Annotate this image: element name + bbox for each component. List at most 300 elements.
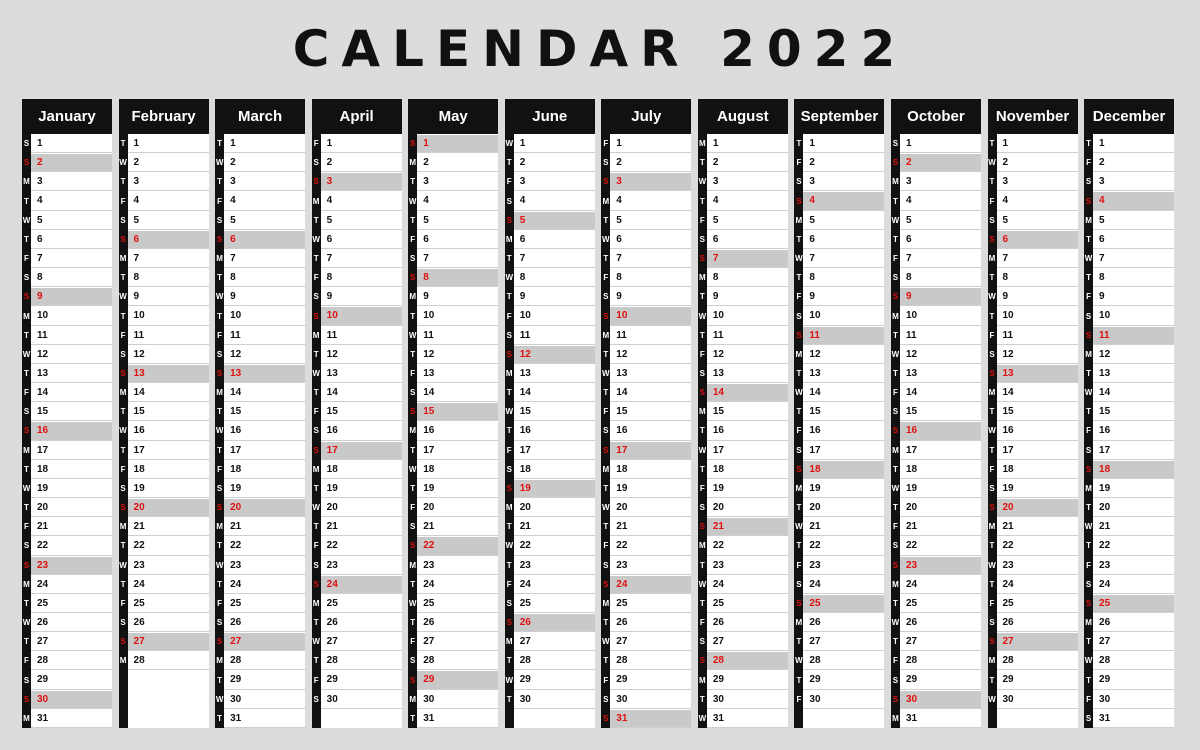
weekday-letter: M [698,268,707,287]
day-number: 11 [616,329,627,341]
day-number: 6 [230,233,236,245]
sunday-highlight [803,192,884,209]
day-number: 9 [230,291,236,303]
weekday-letter: T [794,670,803,689]
weekday-letter: M [312,594,321,613]
day-number: 20 [712,502,724,514]
weekday-letter: W [408,326,417,345]
day-number: 24 [905,578,918,590]
day-row [601,268,691,287]
day-number: 16 [37,425,49,437]
sunday-highlight [900,288,981,305]
day-number: 5 [905,214,912,226]
day-number: 26 [423,617,435,628]
day-number: 11 [423,329,434,341]
weekday-letter: F [22,383,31,402]
weekday-letter: S [988,230,997,249]
day-number: 5 [616,214,622,226]
day-row [794,613,884,632]
weekday-letter: S [119,498,128,517]
day-row [1084,306,1174,325]
day-row [215,345,305,364]
day-row [215,191,305,210]
day-row [312,345,402,364]
month-header: November [988,99,1078,134]
weekday-letter: M [505,230,514,249]
day-row [891,364,981,383]
day-row [1084,383,1174,402]
day-number: 18 [1002,463,1014,475]
weekday-letter: M [119,517,128,536]
day-row [408,172,498,191]
day-number: 14 [1002,387,1014,399]
day-number: 13 [230,367,242,379]
day-row [698,575,788,594]
weekday-letter: T [891,498,900,517]
day-row [891,690,981,709]
day-number: 25 [519,597,531,609]
weekday-letter: M [794,479,803,498]
day-number: 11 [37,329,48,341]
day-row [891,441,981,460]
day-row [1084,268,1174,287]
day-number: 8 [616,272,622,284]
day-number: 31 [423,712,435,724]
weekday-letter: T [988,670,997,689]
day-row [698,345,788,364]
day-number: 15 [37,406,49,418]
weekday-letter: M [794,345,803,364]
weekday-letter: T [505,651,514,670]
day-number: 3 [1002,176,1009,188]
day-row [601,594,691,613]
day-row [215,364,305,383]
day-number: 21 [712,521,724,533]
month-header: October [891,99,981,134]
day-number: 25 [1002,597,1014,609]
month-column-march [215,99,305,728]
day-number: 21 [905,521,918,533]
weekday-letter: S [988,632,997,651]
day-number: 19 [616,482,628,494]
day-number: 8 [37,272,43,284]
day-number: 1 [616,138,622,149]
weekday-letter: S [601,441,610,460]
day-row [988,498,1078,517]
weekday-letter: T [408,479,417,498]
day-row [22,326,112,345]
weekday-letter: T [698,153,707,172]
weekday-letter: F [408,632,417,651]
weekday-letter: T [794,402,803,421]
day-row [408,556,498,575]
day-row [408,364,498,383]
day-number: 1 [905,138,912,149]
weekday-letter: T [215,306,224,325]
day-row [794,134,884,153]
day-row [22,364,112,383]
day-number: 16 [809,425,821,437]
weekday-letter: S [22,402,31,421]
weekday-letter: W [601,498,610,517]
day-number: 3 [230,176,236,188]
day-row [505,556,595,575]
day-row [408,211,498,230]
weekday-letter: S [215,364,224,383]
day-row [408,575,498,594]
weekday-letter: S [1084,172,1093,191]
weekday-letter: S [22,670,31,689]
day-row [988,191,1078,210]
day-row [891,536,981,555]
weekday-letter: T [988,536,997,555]
day-row [988,575,1078,594]
weekday-letter: T [505,690,514,709]
sunday-highlight [610,173,691,190]
weekday-letter: M [1084,613,1093,632]
weekday-letter: F [891,249,900,268]
day-row [22,211,112,230]
weekday-letter: S [22,690,31,709]
day-number: 1 [230,138,236,149]
day-row [891,172,981,191]
day-row [505,575,595,594]
day-row [601,421,691,440]
day-number: 24 [37,578,49,590]
weekday-letter: T [794,536,803,555]
weekday-letter: T [1084,402,1093,421]
day-row [698,517,788,536]
day-row [408,345,498,364]
day-row [601,191,691,210]
weekday-letter: M [891,306,900,325]
day-number: 8 [423,272,429,284]
weekday-letter: M [312,460,321,479]
day-row [794,441,884,460]
weekday-letter: F [1084,287,1093,306]
day-row [312,651,402,670]
weekday-letter: F [601,402,610,421]
weekday-letter: W [698,575,707,594]
day-number: 5 [37,214,43,226]
day-number: 4 [37,195,43,207]
day-row [794,517,884,536]
weekday-letter: F [988,191,997,210]
day-number: 28 [905,655,918,667]
weekday-letter: T [698,191,707,210]
day-row [505,134,595,153]
day-number: 13 [133,367,145,379]
day-row [891,134,981,153]
weekday-letter: F [119,460,128,479]
day-number: 17 [519,444,531,456]
day-row [794,632,884,651]
weekday-letter: F [698,345,707,364]
day-number: 21 [230,521,242,533]
day-row [505,670,595,689]
day-number: 19 [423,482,435,494]
day-row [22,517,112,536]
day-row [119,172,209,191]
day-number: 7 [616,252,622,264]
day-row [698,651,788,670]
day-number: 7 [326,252,333,264]
month-header: February [119,99,209,134]
weekday-letter: S [408,249,417,268]
weekday-letter: S [215,498,224,517]
day-number: 2 [1002,157,1009,169]
day-number: 28 [809,655,821,667]
day-row [505,364,595,383]
day-number: 22 [905,540,918,552]
weekday-letter: F [1084,421,1093,440]
day-number: 17 [1002,444,1014,456]
weekday-letter: S [408,536,417,555]
weekday-letter: S [891,268,900,287]
weekday-letter: T [988,306,997,325]
day-row [408,498,498,517]
day-row [505,441,595,460]
day-number: 8 [1002,272,1009,284]
weekday-letter: S [891,556,900,575]
day-number: 27 [616,636,628,648]
weekday-letter: S [601,709,610,728]
day-number: 10 [37,310,49,322]
day-number: 14 [230,387,242,399]
day-row [794,498,884,517]
day-row [408,153,498,172]
weekday-letter: W [1084,249,1093,268]
day-number: 29 [1002,674,1014,686]
day-number: 10 [809,310,821,322]
weekday-letter: S [794,594,803,613]
day-row [698,383,788,402]
day-number: 24 [616,578,628,590]
day-number: 8 [519,272,526,284]
day-row [408,191,498,210]
day-number: 26 [1099,617,1111,628]
day-row [22,460,112,479]
day-number: 5 [326,214,333,226]
day-row [312,249,402,268]
day-row [119,556,209,575]
day-row [215,613,305,632]
day-number: 15 [809,406,821,418]
weekday-letter: T [988,172,997,191]
day-row [988,632,1078,651]
weekday-letter: S [408,651,417,670]
day-number: 4 [519,195,526,207]
day-row [601,556,691,575]
weekday-letter: W [698,306,707,325]
day-number: 22 [712,540,724,552]
weekday-letter: S [215,613,224,632]
day-number: 26 [37,617,49,628]
day-number: 17 [712,444,724,456]
day-row [794,230,884,249]
day-row [22,345,112,364]
day-number: 17 [230,444,242,456]
weekday-letter: M [891,575,900,594]
day-number: 1 [519,138,526,149]
weekday-letter: W [119,421,128,440]
day-number: 2 [712,157,719,169]
day-row [1084,153,1174,172]
day-row [988,556,1078,575]
day-number: 3 [905,176,912,188]
day-row [505,632,595,651]
weekday-letter: S [119,632,128,651]
weekday-letter: M [408,153,417,172]
month-header: March [215,99,305,134]
weekday-letter: W [505,134,514,153]
day-row [601,249,691,268]
day-number: 18 [423,463,435,475]
day-number: 27 [133,636,145,648]
day-row [988,594,1078,613]
day-row [988,134,1078,153]
month-header: August [698,99,788,134]
day-row [698,134,788,153]
day-row [119,134,209,153]
weekday-letter: M [794,613,803,632]
day-number: 20 [1099,502,1111,514]
day-row [505,651,595,670]
weekday-letter: M [988,517,997,536]
day-number: 25 [712,597,724,609]
weekday-letter: S [988,613,997,632]
day-number: 22 [616,540,628,552]
day-row [988,536,1078,555]
day-number: 29 [712,674,724,686]
weekday-letter: T [698,326,707,345]
day-row [1084,345,1174,364]
day-number: 7 [230,252,236,264]
weekday-letter: W [215,421,224,440]
day-number: 9 [1002,291,1009,303]
day-number: 24 [809,578,821,590]
day-row [408,249,498,268]
day-number: 21 [37,521,49,533]
weekday-letter: T [408,172,417,191]
weekday-letter: T [408,211,417,230]
day-number: 7 [1002,252,1009,264]
weekday-letter: S [505,460,514,479]
weekday-letter: W [988,556,997,575]
day-row [698,211,788,230]
weekday-letter: S [1084,191,1093,210]
weekday-letter: W [698,172,707,191]
day-row [1084,479,1174,498]
day-number: 6 [133,233,140,245]
weekday-letter: S [408,134,417,153]
day-number: 10 [230,310,242,322]
weekday-letter: F [794,421,803,440]
day-row [215,249,305,268]
day-row [215,306,305,325]
weekday-letter: W [408,191,417,210]
weekday-letter: S [601,172,610,191]
weekday-letter: T [22,230,31,249]
day-number: 28 [133,655,145,667]
day-number: 19 [1099,482,1111,494]
day-number: 30 [326,693,338,705]
day-number: 22 [230,540,242,552]
sunday-highlight [997,231,1078,248]
day-number: 11 [230,329,241,341]
weekday-letter: F [505,441,514,460]
day-row [22,690,112,709]
weekday-letter: W [215,690,224,709]
weekday-letter: T [215,670,224,689]
day-row [698,536,788,555]
day-row [601,670,691,689]
weekday-letter: F [794,690,803,709]
day-number: 26 [712,617,724,628]
day-number: 3 [1099,176,1105,188]
day-row [891,402,981,421]
day-row [794,556,884,575]
day-number: 9 [37,291,43,303]
weekday-letter: S [312,153,321,172]
day-row [408,613,498,632]
day-row [505,306,595,325]
day-number: 18 [616,463,628,475]
day-row [119,498,209,517]
weekday-letter: S [601,421,610,440]
weekday-letter: F [988,594,997,613]
weekday-letter: S [601,575,610,594]
day-number: 6 [1099,233,1105,245]
weekday-letter: M [988,651,997,670]
day-row [891,191,981,210]
day-number: 14 [1099,387,1111,399]
day-number: 20 [905,502,918,514]
day-number: 19 [37,482,49,494]
weekday-letter: M [1084,211,1093,230]
day-row [891,421,981,440]
day-number: 17 [616,444,628,456]
day-number: 6 [37,233,43,245]
weekday-letter: T [408,441,417,460]
day-number: 27 [37,636,49,648]
day-row [698,498,788,517]
weekday-letter: F [312,536,321,555]
day-row [988,613,1078,632]
day-row [215,460,305,479]
day-number: 28 [230,655,242,667]
day-number: 7 [1099,252,1105,264]
day-number: 26 [1002,617,1014,628]
weekday-letter: T [505,249,514,268]
day-number: 21 [133,521,145,533]
day-number: 3 [423,176,429,188]
day-row [312,479,402,498]
weekday-letter: S [22,134,31,153]
day-number: 20 [230,502,242,514]
month-column-july [601,99,691,728]
day-number: 29 [905,674,918,686]
day-number: 30 [37,693,49,705]
day-row [1084,632,1174,651]
day-number: 26 [905,617,918,628]
weekday-letter: S [601,556,610,575]
day-row [1084,364,1174,383]
day-number: 5 [133,214,140,226]
day-row [1084,709,1174,728]
day-row [1084,460,1174,479]
weekday-letter: T [601,345,610,364]
